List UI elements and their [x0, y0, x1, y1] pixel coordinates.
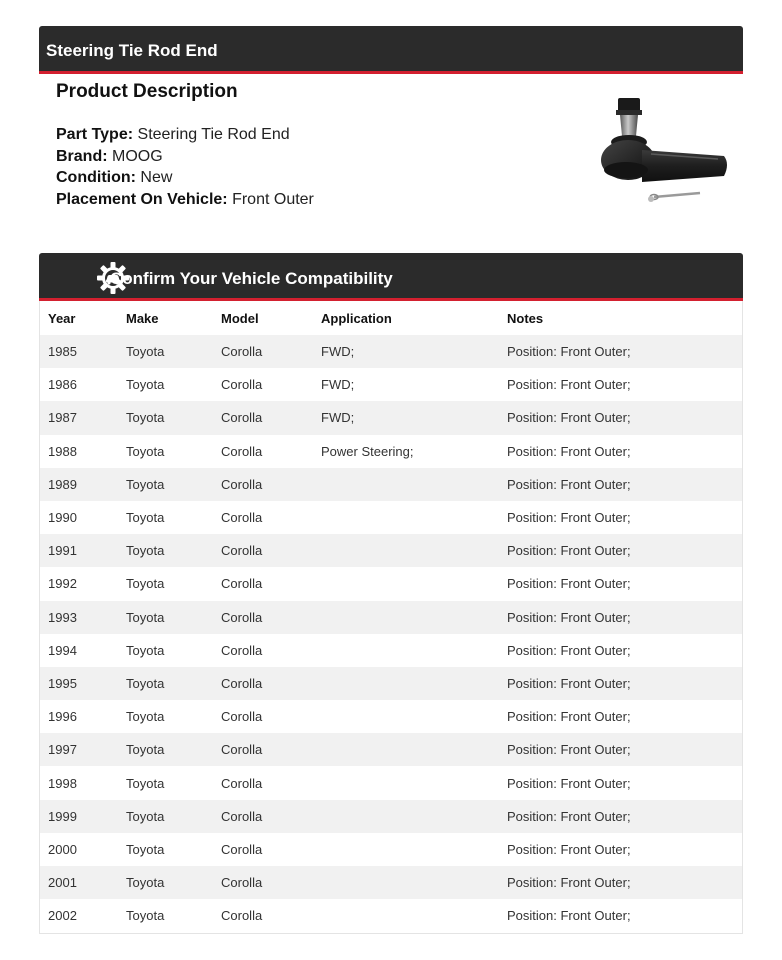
cell-application — [313, 766, 499, 799]
cell-make: Toyota — [118, 766, 213, 799]
cell-make: Toyota — [118, 567, 213, 600]
cell-make: Toyota — [118, 368, 213, 401]
cell-model: Corolla — [213, 567, 313, 600]
spec-label: Part Type: — [56, 126, 134, 143]
cell-application: Power Steering; — [313, 435, 499, 468]
table-row — [40, 800, 742, 833]
table-row — [40, 700, 742, 733]
description-heading: Product Description — [56, 81, 238, 102]
compatibility-table-container — [39, 301, 743, 934]
cell-notes: Position: Front Outer; — [499, 567, 742, 600]
cell-application — [313, 667, 499, 700]
cell-make: Toyota — [118, 800, 213, 833]
cell-notes: Position: Front Outer; — [499, 401, 742, 434]
cell-model: Corolla — [213, 766, 313, 799]
table-row — [40, 866, 742, 899]
column-header-application: Application — [313, 301, 499, 335]
cell-make: Toyota — [118, 866, 213, 899]
cell-model: Corolla — [213, 601, 313, 634]
table-row — [40, 899, 742, 932]
cell-notes: Position: Front Outer; — [499, 866, 742, 899]
cell-notes: Position: Front Outer; — [499, 501, 742, 534]
cell-make: Toyota — [118, 733, 213, 766]
table-row — [40, 534, 742, 567]
spec-value: Steering Tie Rod End — [137, 126, 290, 143]
table-row — [40, 401, 742, 434]
cell-make: Toyota — [118, 899, 213, 932]
cell-model: Corolla — [213, 634, 313, 667]
cell-model: Corolla — [213, 401, 313, 434]
cell-make: Toyota — [118, 435, 213, 468]
cell-notes: Position: Front Outer; — [499, 534, 742, 567]
tie-rod-end-image — [596, 92, 734, 208]
cell-year: 2002 — [40, 899, 118, 932]
spec-label: Placement On Vehicle: — [56, 190, 228, 208]
cell-make: Toyota — [118, 667, 213, 700]
cell-model: Corolla — [213, 468, 313, 501]
cell-year: 1987 — [40, 401, 118, 434]
table-row — [40, 733, 742, 766]
cell-year: 1994 — [40, 634, 118, 667]
cell-model: Corolla — [213, 335, 313, 368]
cell-year: 1998 — [40, 766, 118, 799]
cell-notes: Position: Front Outer; — [499, 766, 742, 799]
cell-notes: Position: Front Outer; — [499, 368, 742, 401]
product-title-bar — [39, 26, 743, 74]
cell-year: 1985 — [40, 335, 118, 368]
cell-model: Corolla — [213, 733, 313, 766]
cell-model: Corolla — [213, 800, 313, 833]
column-header-year: Year — [40, 301, 118, 335]
cell-model: Corolla — [213, 368, 313, 401]
table-row — [40, 435, 742, 468]
cell-notes: Position: Front Outer; — [499, 733, 742, 766]
spec-condition — [56, 167, 576, 189]
table-row — [40, 766, 742, 799]
cell-model: Corolla — [213, 534, 313, 567]
cell-application — [313, 534, 499, 567]
cell-application — [313, 700, 499, 733]
cell-make: Toyota — [118, 634, 213, 667]
cell-notes: Position: Front Outer; — [499, 700, 742, 733]
column-header-make: Make — [118, 301, 213, 335]
table-row — [40, 368, 742, 401]
table-row — [40, 833, 742, 866]
cell-model: Corolla — [213, 833, 313, 866]
cell-year: 2000 — [40, 833, 118, 866]
spec-value: Front Outer — [232, 190, 314, 208]
cell-year: 1995 — [40, 667, 118, 700]
cell-year: 1991 — [40, 534, 118, 567]
cell-notes: Position: Front Outer; — [499, 667, 742, 700]
cell-application — [313, 899, 499, 932]
cell-make: Toyota — [118, 335, 213, 368]
table-header-row — [40, 301, 742, 335]
cell-model: Corolla — [213, 899, 313, 932]
table-body — [40, 335, 742, 932]
table-row — [40, 634, 742, 667]
spec-part-type — [56, 124, 576, 146]
cell-application — [313, 468, 499, 501]
compatibility-title: Confirm Your Vehicle Compatibility — [110, 269, 393, 288]
table-row — [40, 567, 742, 600]
cell-make: Toyota — [118, 833, 213, 866]
cell-application: FWD; — [313, 335, 499, 368]
table-row — [40, 335, 742, 368]
cell-notes: Position: Front Outer; — [499, 833, 742, 866]
cell-make: Toyota — [118, 501, 213, 534]
cell-make: Toyota — [118, 468, 213, 501]
cell-notes: Position: Front Outer; — [499, 899, 742, 932]
cell-year: 1989 — [40, 468, 118, 501]
table-row — [40, 601, 742, 634]
cell-notes: Position: Front Outer; — [499, 601, 742, 634]
cell-model: Corolla — [213, 866, 313, 899]
cell-year: 1992 — [40, 567, 118, 600]
cell-application — [313, 866, 499, 899]
cell-year: 1986 — [40, 368, 118, 401]
cell-make: Toyota — [118, 401, 213, 434]
cell-application: FWD; — [313, 401, 499, 434]
cell-application — [313, 567, 499, 600]
cell-notes: Position: Front Outer; — [499, 435, 742, 468]
cell-model: Corolla — [213, 501, 313, 534]
cell-make: Toyota — [118, 601, 213, 634]
spec-placement — [56, 189, 576, 211]
table-row — [40, 468, 742, 501]
product-title: Steering Tie Rod End — [46, 41, 218, 60]
cell-application — [313, 601, 499, 634]
cell-model: Corolla — [213, 700, 313, 733]
cell-notes: Position: Front Outer; — [499, 800, 742, 833]
cell-year: 1997 — [40, 733, 118, 766]
cell-model: Corolla — [213, 435, 313, 468]
spec-list — [56, 124, 576, 210]
cell-application — [313, 800, 499, 833]
spec-value: MOOG — [112, 147, 163, 165]
compatibility-bar — [39, 253, 743, 301]
cell-notes: Position: Front Outer; — [499, 335, 742, 368]
column-header-notes: Notes — [499, 301, 742, 335]
cell-notes: Position: Front Outer; — [499, 468, 742, 501]
table-row — [40, 501, 742, 534]
cell-application — [313, 501, 499, 534]
cell-make: Toyota — [118, 700, 213, 733]
cell-application — [313, 833, 499, 866]
cell-make: Toyota — [118, 534, 213, 567]
spec-value: New — [140, 169, 173, 186]
spec-label: Condition: — [56, 169, 136, 186]
cell-year: 1993 — [40, 601, 118, 634]
cell-application — [313, 733, 499, 766]
cell-year: 1988 — [40, 435, 118, 468]
cell-year: 1999 — [40, 800, 118, 833]
cell-notes: Position: Front Outer; — [499, 634, 742, 667]
compatibility-table — [40, 301, 742, 932]
table-row — [40, 667, 742, 700]
cell-application: FWD; — [313, 368, 499, 401]
cell-application — [313, 634, 499, 667]
product-description — [56, 80, 576, 210]
cell-year: 1996 — [40, 700, 118, 733]
cell-year: 1990 — [40, 501, 118, 534]
cell-year: 2001 — [40, 866, 118, 899]
column-header-model: Model — [213, 301, 313, 335]
cell-model: Corolla — [213, 667, 313, 700]
spec-label: Brand: — [56, 147, 108, 165]
spec-brand — [56, 146, 576, 168]
